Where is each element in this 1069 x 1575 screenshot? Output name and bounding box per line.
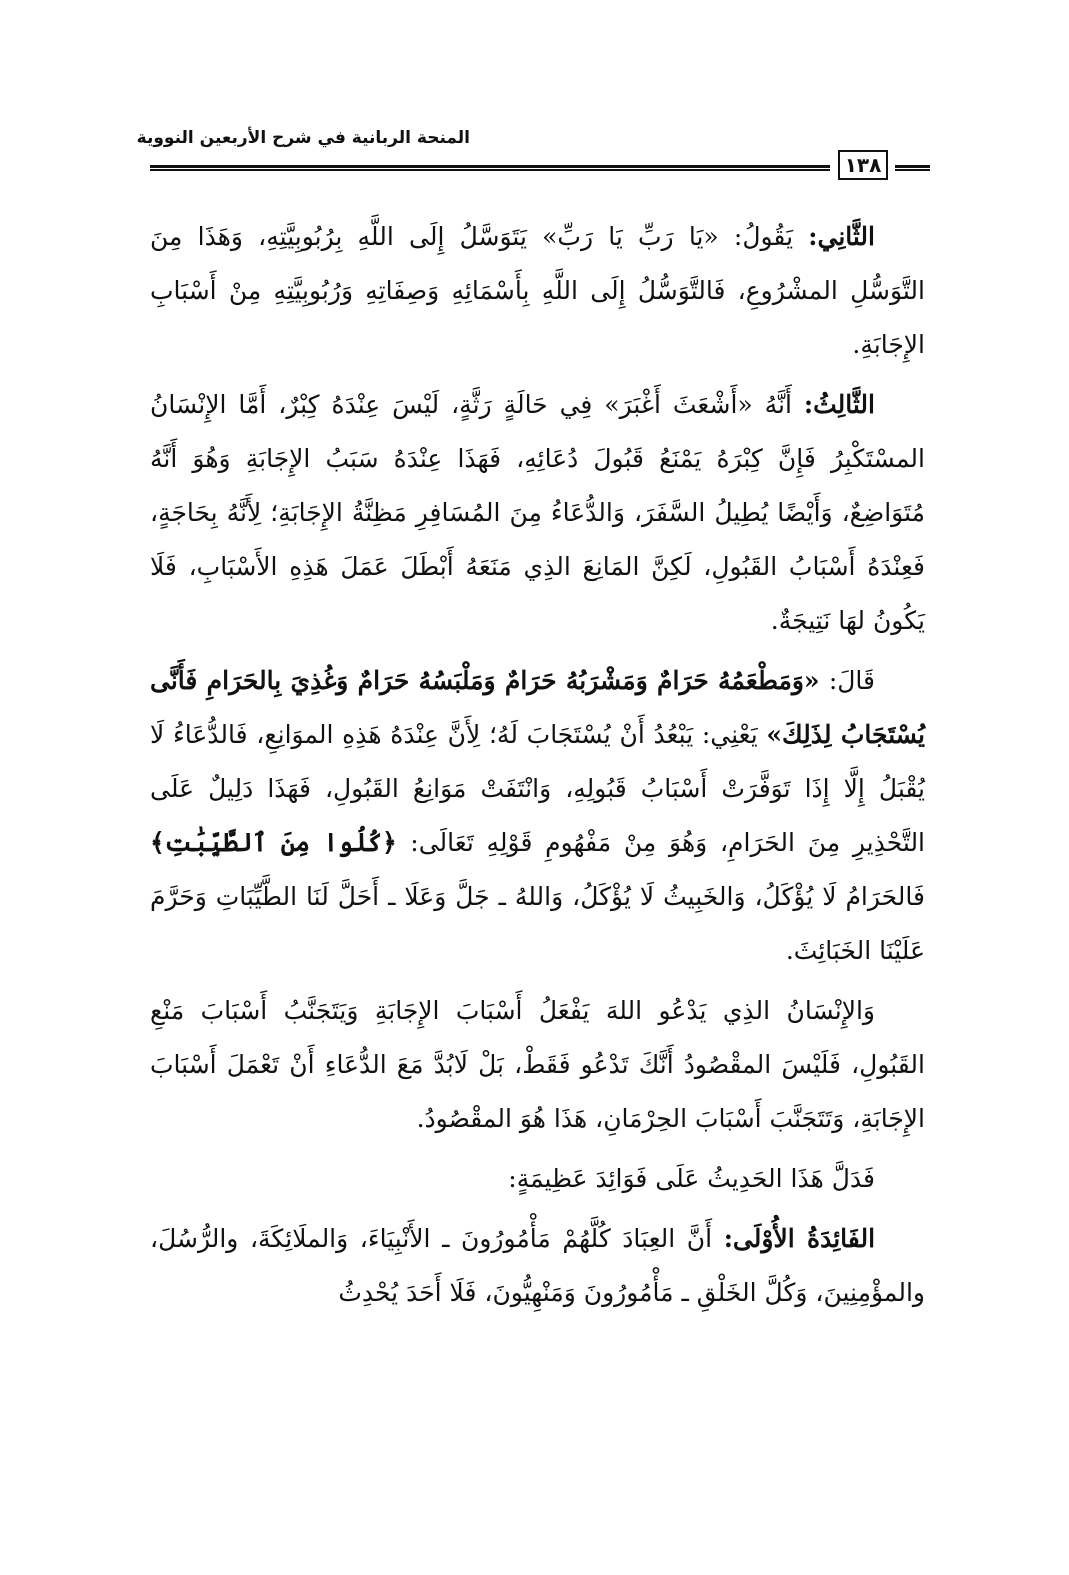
running-title: المنحة الربانية في شرح الأربعين النووية: [136, 128, 470, 148]
paragraph-lead: الثَّانِي:: [808, 222, 875, 251]
paragraph-causes: [150, 984, 925, 1146]
paragraph-text: أَنَّهُ «أَشْعَثَ أَغْبَرَ» فِي حَالَةٍ رَثَّةٍ، لَيْسَ عِنْدَهُ كِبْرٌ، أَمَّا الإِنْسَانُ المسْتَكْبِرُ فَإِنَّ كِبْرَهُ يَمْنَعُ قَبُولَ دُعَائِهِ، فَهَذَا عِنْدَهُ سَبَبُ الإِجَابَةِ وَهُوَ أَنَّهُ مُتَوَاضِعٌ، وَأَيْضًا يُطِيلُ السَّفَرَ، وَالدُّعَاءُ مِنَ المُسَافِرِ مَظِنَّةُ الإِجَابَةِ؛ لِأَنَّهُ بِحَاجَةٍ، فَعِنْدَهُ أَسْبَابُ القَبُولِ، لَكِنَّ المَانِعَ الذِي مَنَعَهُ أَبْطَلَ عَمَلَ هَذِهِ الأَسْبَابِ، فَلَا يَكُونُ لهَا نَتِيجَةٌ.: [150, 390, 925, 635]
paragraph-text: أَنَّ العِبَادَ كُلَّهُمْ مَأْمُورُونَ ـ الأَنْبِيَاءَ، وَالملَائِكَةَ، والرُّسُلَ، والمؤْمِنِينَ، وَكُلَّ الخَلْقِ ـ مَأْمُورُونَ وَمَنْهِيُّونَ، فَلَا أَحَدَ يُحْدِثُ: [150, 1224, 925, 1307]
paragraph-lead: الثَّالِثُ:: [803, 390, 875, 419]
paragraph-text: وَالإِنْسَانُ الذِي يَدْعُو اللهَ يَفْعَلُ أَسْبَابَ الإِجَابَةِ وَيَتَجَنَّبُ أَسْبَابَ مَنْعِ القَبُولِ، فَلَيْسَ المقْصُودُ أَنَّكَ تَدْعُو فَقَطْ، بَلْ لَابُدَّ مَعَ الدُّعَاءِ أَنْ تَعْمَلَ أَسْبَابَ الإِجَابَةِ، وَتَتَجَنَّبَ أَسْبَابَ الحِرْمَانِ، هَذَا هُوَ المقْصُودُ.: [150, 996, 925, 1133]
paragraph-third: [150, 378, 925, 648]
paragraph-hadith-quote: [150, 654, 925, 978]
header-rule: [150, 165, 830, 171]
paragraph-text: فَدَلَّ هَذَا الحَدِيثُ عَلَى فَوَائِدَ عَظِيمَةٍ:: [508, 1164, 875, 1193]
page-number: ١٣٨: [838, 150, 888, 180]
paragraph-text: يَقُولُ: «يَا رَبِّ يَا رَبِّ» يَتَوَسَّلُ إِلَى اللَّهِ بِرُبُوبِيَّتِهِ، وَهَذَا مِنَ التَّوَسُّلِ المشْرُوعِ، فَالتَّوَسُّلُ إِلَى اللَّهِ بِأَسْمَائِهِ وَصِفَاتِهِ وَرُبُوبِيَّتِهِ مِنْ أَسْبَابِ الإِجَابَةِ.: [150, 222, 925, 359]
paragraph-text-continued: فَالحَرَامُ لَا يُؤْكَلُ، وَالخَبِيثُ لَا يُؤْكَلُ، وَاللهُ ـ جَلَّ وَعَلَا ـ أَحَلَّ لَنَا الطَّيِّبَاتِ وَحَرَّمَ عَلَيْنَا الخَبَائِثَ.: [150, 882, 925, 965]
paragraph-second: [150, 210, 925, 372]
paragraph-first-benefit: [150, 1212, 925, 1320]
paragraph-lead: قَالَ:: [828, 666, 875, 695]
header-rule-short: [895, 165, 930, 171]
quran-verse: ﴿كُلُوا مِنَ ٱلطَّيِّبَٰتِ﴾: [150, 828, 411, 857]
page-header: [136, 120, 930, 190]
hadith-quote: «وَمَطْعَمُهُ حَرَامٌ وَمَشْرَبُهُ حَرَامٌ وَمَلْبَسُهُ حَرَامٌ وَغُذِيَ بِالحَرَامِ فَأَنَّى يُسْتَجَابُ لِذَلِكَ»: [150, 666, 925, 749]
paragraph-lead: الفَائِدَةُ الأُوْلَى:: [723, 1224, 876, 1253]
page-body: [150, 210, 925, 1326]
paragraph-text: يَعْنِي: يَبْعُدُ أَنْ يُسْتَجَابَ لَهُ؛ لِأَنَّ عِنْدَهُ هَذِهِ الموَانِعِ، فَالدُّعَاءُ لَا يُقْبَلُ إِلَّا إِذَا تَوَفَّرَتْ أَسْبَابُ قَبُولِهِ، وَانْتَفَتْ مَوَانِعُ القَبُولِ، فَهَذَا دَلِيلٌ عَلَى التَّحْذِيرِ مِنَ الحَرَامِ، وَهُوَ مِنْ مَفْهُومِ قَوْلِهِ تَعَالَى:: [150, 720, 926, 857]
paragraph-benefits-intro: [150, 1152, 925, 1206]
